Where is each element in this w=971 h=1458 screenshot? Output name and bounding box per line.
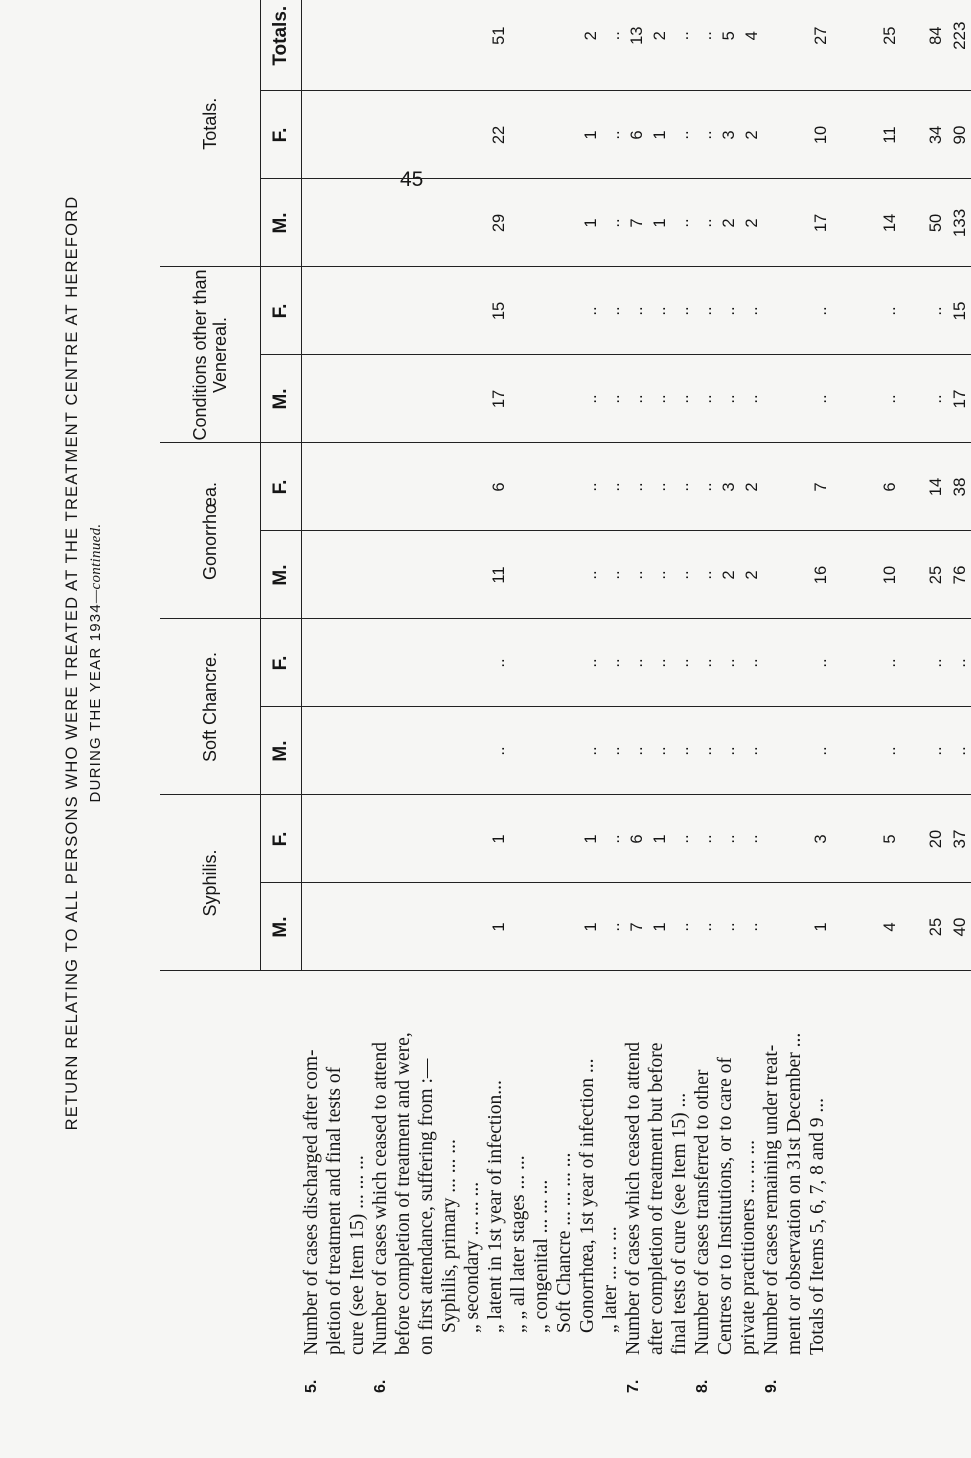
table-row-label: [300, 972, 369, 1394]
table-cell: 2: [743, 130, 761, 140]
table-cell: 76: [950, 565, 969, 585]
table-row-label: [599, 972, 622, 1394]
table-cell: 14: [927, 477, 945, 497]
table-cell: ..: [582, 570, 600, 580]
table-cell: ..: [605, 922, 623, 932]
item-description: [300, 972, 369, 1356]
item-description: [461, 972, 484, 1356]
item-description: [484, 972, 507, 1356]
subheader-gon-m: M.: [261, 531, 302, 619]
table-cell: 223: [950, 21, 969, 50]
table-cell: 2: [720, 570, 738, 580]
table-cell: 1: [651, 218, 669, 228]
column-gon-f: [302, 443, 971, 531]
table-cell: 1: [582, 922, 600, 932]
subheader-other-f: F.: [261, 267, 302, 355]
item-description: [369, 972, 438, 1356]
table-cell: ..: [674, 394, 692, 404]
description-line: „ secondary ... ... ...: [462, 1181, 483, 1333]
table-cell: ..: [628, 570, 646, 580]
group-header-other-conditions: Conditions other than Venereal.: [160, 267, 261, 443]
table-cell: ..: [651, 658, 669, 668]
table-cell: 2: [582, 31, 600, 41]
description-line: Gonorrhœa, 1st year of infection ...: [577, 1058, 598, 1333]
table-cell: ..: [697, 31, 715, 41]
table-row-label: [622, 972, 691, 1394]
description-line: „ „ all later stages ... ...: [508, 1155, 529, 1333]
table-cell: ..: [743, 834, 761, 844]
table-cell: 40: [950, 917, 969, 937]
item-number: [438, 1355, 461, 1393]
description-line: on first attendance, suffering from :—: [416, 1058, 437, 1355]
table-cell: ..: [812, 306, 830, 316]
table-cell: 84: [927, 26, 945, 45]
table-cell: 3: [720, 482, 738, 492]
table-cell: ..: [697, 658, 715, 668]
table-cell: ..: [697, 922, 715, 932]
item-number: 9.: [763, 1379, 780, 1393]
table-cell: ..: [697, 834, 715, 844]
table-cell: 17: [812, 213, 830, 233]
subheader-soft-f: F.: [261, 619, 302, 707]
table-cell: [511, 708, 580, 795]
table-cell: 7: [812, 482, 830, 492]
table-cell: ..: [697, 570, 715, 580]
table-cell: ..: [605, 482, 623, 492]
item-description: [576, 972, 599, 1356]
description-line: „ latent in 1st year of infection...: [485, 1080, 506, 1333]
table-cell: 2: [743, 482, 761, 492]
column-tot-m: [302, 179, 971, 267]
table-cell: ..: [743, 658, 761, 668]
table-cell: 6: [490, 482, 508, 492]
table-cell: [511, 355, 580, 442]
table-cell: ..: [605, 658, 623, 668]
table-cell: ..: [605, 218, 623, 228]
description-line: after completion of treatment but before: [646, 1042, 667, 1355]
group-header-syphilis: Syphilis.: [160, 795, 261, 971]
description-line: Soft Chancre ... ... ... ...: [554, 1152, 575, 1333]
description-line: „ congenital ... ... ...: [531, 1179, 552, 1333]
table-cell: 7: [628, 922, 646, 932]
item-number: [530, 1355, 553, 1393]
description-line: Totals of Items 5, 6, 7, 8 and 9 ...: [807, 1098, 828, 1355]
column-syphilis-f: [302, 795, 971, 883]
description-line: cure (see Item 15) ... ... ...: [347, 1155, 368, 1355]
table-cell: ..: [927, 658, 945, 668]
table-cell: 34: [927, 125, 945, 145]
table-cell: ..: [605, 394, 623, 404]
subheader-gon-f: F.: [261, 443, 302, 531]
item-number: [553, 1355, 576, 1393]
table-cell: ..: [628, 658, 646, 668]
table-cell: [511, 796, 580, 883]
table-cell: ..: [582, 746, 600, 756]
description-line: Centres or to Institutions, or to care of: [715, 1057, 736, 1355]
table-cell: ..: [674, 658, 692, 668]
column-tot-f: [302, 91, 971, 179]
table-cell: 1: [812, 922, 830, 932]
table-cell: 16: [812, 565, 830, 585]
table-cell: ..: [628, 746, 646, 756]
table-cell: ..: [812, 746, 830, 756]
table-cell: 15: [490, 301, 508, 321]
table-cell: ..: [582, 482, 600, 492]
running-head-continued: —continued.: [88, 523, 104, 604]
table-cell: [511, 443, 580, 530]
running-head-line1: RETURN RELATING TO ALL PERSONS WHO WERE TREATED AT THE TREATMENT CENTRE AT HEREFORD: [63, 195, 81, 1131]
table-cell: 1: [490, 834, 508, 844]
group-header-soft-chancre: Soft Chancre.: [160, 619, 261, 795]
table-cell: ..: [720, 922, 738, 932]
table-cell: ..: [743, 394, 761, 404]
description-line: Number of cases transferred to other: [692, 1069, 713, 1355]
row-descriptions: [160, 971, 971, 1393]
table-cell: 38: [950, 477, 969, 497]
description-line: Syphilis, primary ... ... ...: [439, 1139, 460, 1333]
description-line: ment or observation on 31st December ...: [784, 1032, 805, 1355]
table-cell: 50: [927, 213, 945, 233]
table-row-label: [438, 972, 461, 1394]
table-row-label: [691, 972, 760, 1394]
description-line: Number of cases which ceased to attend: [623, 1042, 644, 1355]
table-cell: ..: [674, 218, 692, 228]
table-cell: ..: [881, 394, 899, 404]
column-tot-total: [302, 0, 971, 91]
item-number: [806, 1355, 829, 1393]
description-line: „ later ... ... ...: [600, 1226, 621, 1333]
description-line: Number of cases discharged after com-: [301, 1049, 322, 1355]
table-cell: 17: [490, 389, 508, 409]
description-line: final tests of cure (see Item 15) ...: [669, 1092, 690, 1355]
table-cell: ..: [651, 746, 669, 756]
table-cell: [511, 179, 580, 266]
table-cell: ..: [582, 658, 600, 668]
subheader-syphilis-f: F.: [261, 795, 302, 883]
item-description: [622, 972, 691, 1356]
description-line: Number of cases which ceased to attend: [370, 1042, 391, 1355]
table-cell: [511, 0, 580, 90]
table-cell: ..: [628, 482, 646, 492]
table-cell: ..: [651, 306, 669, 316]
running-head-line2: [84, 0, 108, 1333]
table-cell: 1: [651, 834, 669, 844]
table-cell: 1: [651, 130, 669, 140]
table-cell: 4: [881, 922, 899, 932]
table-cell: 25: [927, 565, 945, 585]
item-description: [553, 972, 576, 1356]
table-cell: ..: [697, 394, 715, 404]
table-cell: 1: [582, 834, 600, 844]
table-cell: 5: [881, 834, 899, 844]
column-other-f: [302, 267, 971, 355]
table-cell: 1: [582, 130, 600, 140]
table-cell: ..: [605, 31, 623, 41]
table-cell: ..: [697, 218, 715, 228]
table-cell: 3: [812, 834, 830, 844]
table-cell: ..: [674, 922, 692, 932]
item-description: [530, 972, 553, 1356]
table-cell: ..: [720, 658, 738, 668]
table-cell: 25: [881, 26, 899, 45]
table-cell: 6: [628, 130, 646, 140]
table-cell: ..: [651, 394, 669, 404]
table-cell: ..: [582, 306, 600, 316]
item-description: [691, 972, 760, 1356]
table-cell: 14: [881, 213, 899, 233]
table-cell: ..: [674, 570, 692, 580]
table-cell: ..: [720, 306, 738, 316]
item-description: [806, 972, 829, 1356]
table-cell: ..: [881, 306, 899, 316]
subheader-tot-m: M.: [261, 179, 302, 267]
table-cell: ..: [881, 658, 899, 668]
table-cell: 20: [927, 829, 945, 849]
table-row-label: [806, 972, 829, 1394]
table-row-label: [369, 972, 438, 1394]
table-cell: 3: [720, 130, 738, 140]
table-cell: [511, 620, 580, 707]
item-number: 5.: [303, 1379, 320, 1393]
description-line: before completion of treatment and were,: [393, 1032, 414, 1355]
item-number: [461, 1355, 484, 1393]
table-cell: ..: [490, 746, 508, 756]
table-cell: ..: [674, 31, 692, 41]
item-number: 6.: [372, 1379, 389, 1393]
column-other-m: [302, 355, 971, 443]
running-head-year: DURING THE YEAR 1934: [87, 603, 104, 803]
table-cell: ..: [720, 394, 738, 404]
running-head: [60, 0, 108, 1333]
item-number: [599, 1355, 622, 1393]
item-description: [507, 972, 530, 1356]
table-cell: 10: [881, 565, 899, 585]
table-row-label: [530, 972, 553, 1394]
table-cell: 2: [720, 218, 738, 228]
item-description: [760, 972, 806, 1356]
table-cell: 90: [950, 125, 969, 145]
table-cell: [511, 884, 580, 971]
group-header-gonorrhoea: Gonorrhœa.: [160, 443, 261, 619]
table-row-label: [760, 972, 806, 1394]
table-row-label: [553, 972, 576, 1394]
table-cell: 133: [950, 208, 969, 238]
column-syphilis-m: [302, 883, 971, 971]
table-cell: ..: [605, 746, 623, 756]
table-cell: 22: [490, 125, 508, 145]
item-number: [576, 1355, 599, 1393]
table-cell: ..: [605, 130, 623, 140]
table-cell: ..: [881, 746, 899, 756]
table-cell: 2: [743, 218, 761, 228]
table-cell: ..: [697, 746, 715, 756]
item-description: [438, 972, 461, 1356]
table-cell: ..: [927, 746, 945, 756]
item-number: [507, 1355, 530, 1393]
table-cell: ..: [720, 834, 738, 844]
table-row-label: [484, 972, 507, 1394]
table-cell: 37: [950, 829, 969, 849]
table-cell: [511, 267, 580, 354]
table-cell: ..: [743, 746, 761, 756]
item-number: 8.: [694, 1379, 711, 1393]
table-cell: ..: [674, 746, 692, 756]
column-gon-m: [302, 531, 971, 619]
table-cell: 1: [582, 218, 600, 228]
page-number: 45: [400, 168, 424, 191]
item-description: [599, 972, 622, 1356]
column-soft-f: [302, 619, 971, 707]
table-cell: 10: [812, 125, 830, 145]
table-cell: 25: [927, 917, 945, 937]
table-cell: ..: [674, 482, 692, 492]
table-cell: ..: [950, 746, 969, 756]
table-cell: ..: [674, 130, 692, 140]
item-number: 7.: [625, 1379, 642, 1393]
subheader-other-m: M.: [261, 355, 302, 443]
table-cell: ..: [927, 394, 945, 404]
subheader-tot-f: F.: [261, 91, 302, 179]
table-cell: 2: [651, 31, 669, 41]
table-cell: 2: [743, 570, 761, 580]
table-cell: ..: [674, 306, 692, 316]
table-cell: ..: [950, 658, 969, 668]
table-row-label: [507, 972, 530, 1394]
table-cell: 27: [812, 26, 830, 45]
table-cell: ..: [582, 394, 600, 404]
table-cell: 17: [950, 389, 969, 409]
table-cell: 7: [628, 218, 646, 228]
table-cell: ..: [605, 570, 623, 580]
table-cell: [511, 532, 580, 619]
table-cell: 11: [490, 566, 508, 584]
table-cell: ..: [697, 130, 715, 140]
subheader-soft-m: M.: [261, 707, 302, 795]
table-cell: ..: [651, 482, 669, 492]
table-cell: ..: [697, 482, 715, 492]
table-cell: 1: [651, 922, 669, 932]
table-cell: 5: [720, 31, 738, 41]
subheader-tot-total: Totals.: [261, 0, 302, 91]
table-cell: ..: [812, 658, 830, 668]
table-cell: 11: [881, 126, 899, 144]
table-row-label: [576, 972, 599, 1394]
table-cell: 13: [628, 26, 646, 45]
table-cell: ..: [697, 306, 715, 316]
table-cell: 51: [490, 26, 508, 45]
table-row-label: [461, 972, 484, 1394]
table-cell: 4: [743, 31, 761, 41]
group-header-totals: Totals.: [160, 0, 261, 267]
table-cell: 29: [490, 213, 508, 233]
description-line: pletion of treatment and final tests of: [324, 1066, 345, 1355]
table-cell: ..: [674, 834, 692, 844]
description-line: Number of cases remaining under treat-: [761, 1044, 782, 1355]
treatment-return-table: [160, 0, 971, 1393]
table-cell: 1: [490, 922, 508, 932]
table-cell: 6: [628, 834, 646, 844]
table-cell: [511, 91, 580, 178]
table-cell: ..: [812, 394, 830, 404]
table-cell: ..: [927, 306, 945, 316]
table-cell: ..: [628, 306, 646, 316]
item-number: [484, 1355, 507, 1393]
column-soft-m: [302, 707, 971, 795]
description-line: private practitioners ... ... ...: [738, 1140, 759, 1355]
table-cell: 15: [950, 301, 969, 321]
table-cell: ..: [743, 306, 761, 316]
table-cell: ..: [743, 922, 761, 932]
table-cell: ..: [720, 746, 738, 756]
table-cell: ..: [651, 570, 669, 580]
table-cell: ..: [490, 658, 508, 668]
table-cell: ..: [628, 394, 646, 404]
table-cell: 6: [881, 482, 899, 492]
table-cell: ..: [605, 306, 623, 316]
subheader-syphilis-m: M.: [261, 883, 302, 971]
table-cell: ..: [605, 834, 623, 844]
